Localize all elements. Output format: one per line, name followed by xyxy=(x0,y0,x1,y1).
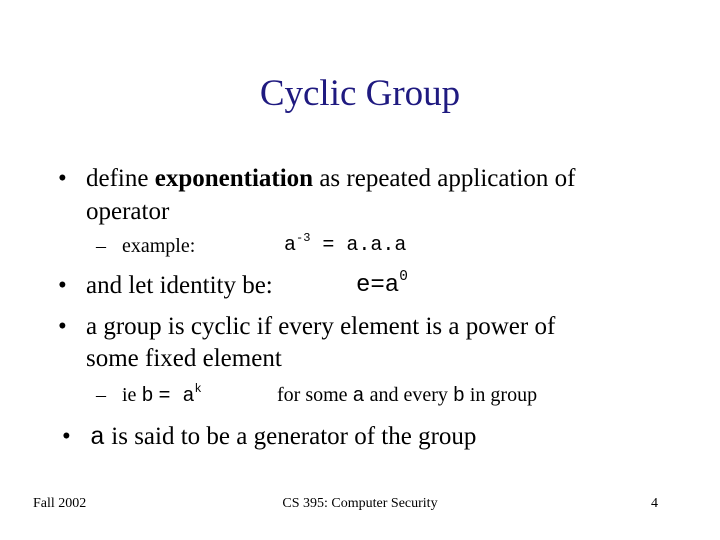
identity-expr-exponent: 0 xyxy=(399,269,408,286)
generator-a: a xyxy=(90,423,106,452)
bullet-dot: • xyxy=(58,313,67,340)
bullet-exponentiation xyxy=(58,163,575,194)
example-expression xyxy=(284,231,407,259)
sub-bullet-example xyxy=(96,234,195,258)
dash: – xyxy=(96,384,106,406)
ie-label: ie xyxy=(122,384,137,406)
example-label: example: xyxy=(122,235,196,257)
ie-t1: for some xyxy=(277,384,348,406)
identity-expr-base: e=a xyxy=(356,272,400,299)
expr-base: a xyxy=(284,234,297,257)
expr-rest: = a.a.a xyxy=(310,234,407,257)
bullet-dot: • xyxy=(58,272,67,299)
ie-eq: = a xyxy=(158,385,195,408)
ie-t2: and every xyxy=(369,384,448,406)
ie-k: k xyxy=(194,382,202,396)
ie-b2: b xyxy=(452,385,465,408)
ie-expression xyxy=(158,382,202,408)
identity-text: and let identity be: xyxy=(86,272,273,299)
ie-t3: in group xyxy=(469,384,538,406)
dash: – xyxy=(96,235,106,257)
ie-a: a xyxy=(352,385,365,408)
expr-exponent: -3 xyxy=(296,231,311,245)
sub-bullet-ie xyxy=(96,383,202,410)
bullet-dot: • xyxy=(58,165,67,192)
slide-title: Cyclic Group xyxy=(259,73,461,114)
ie-b: b xyxy=(141,385,154,408)
bullet-text-post: as repeated application of xyxy=(313,165,576,192)
footer-course: CS 395: Computer Security xyxy=(282,496,438,511)
bullet-text-pre: define xyxy=(86,165,155,192)
bullet-cyclic xyxy=(58,311,555,342)
identity-expression xyxy=(356,270,408,304)
bullet-exponentiation-cont: operator xyxy=(86,198,170,225)
bullet-dot: • xyxy=(62,423,71,450)
footer-page-number: 4 xyxy=(651,496,658,511)
generator-text: is said to be a generator of the group xyxy=(105,423,477,450)
bullet-identity xyxy=(58,270,273,301)
bullet-text-bold: exponentiation xyxy=(154,165,314,192)
bullet-cyclic-cont: some fixed element xyxy=(86,345,282,372)
cyclic-line1: a group is cyclic if every element is a power of xyxy=(86,313,556,340)
bullet-generator xyxy=(62,421,476,453)
sub-bullet-ie-rest xyxy=(277,383,537,409)
footer-date: Fall 2002 xyxy=(33,496,87,511)
